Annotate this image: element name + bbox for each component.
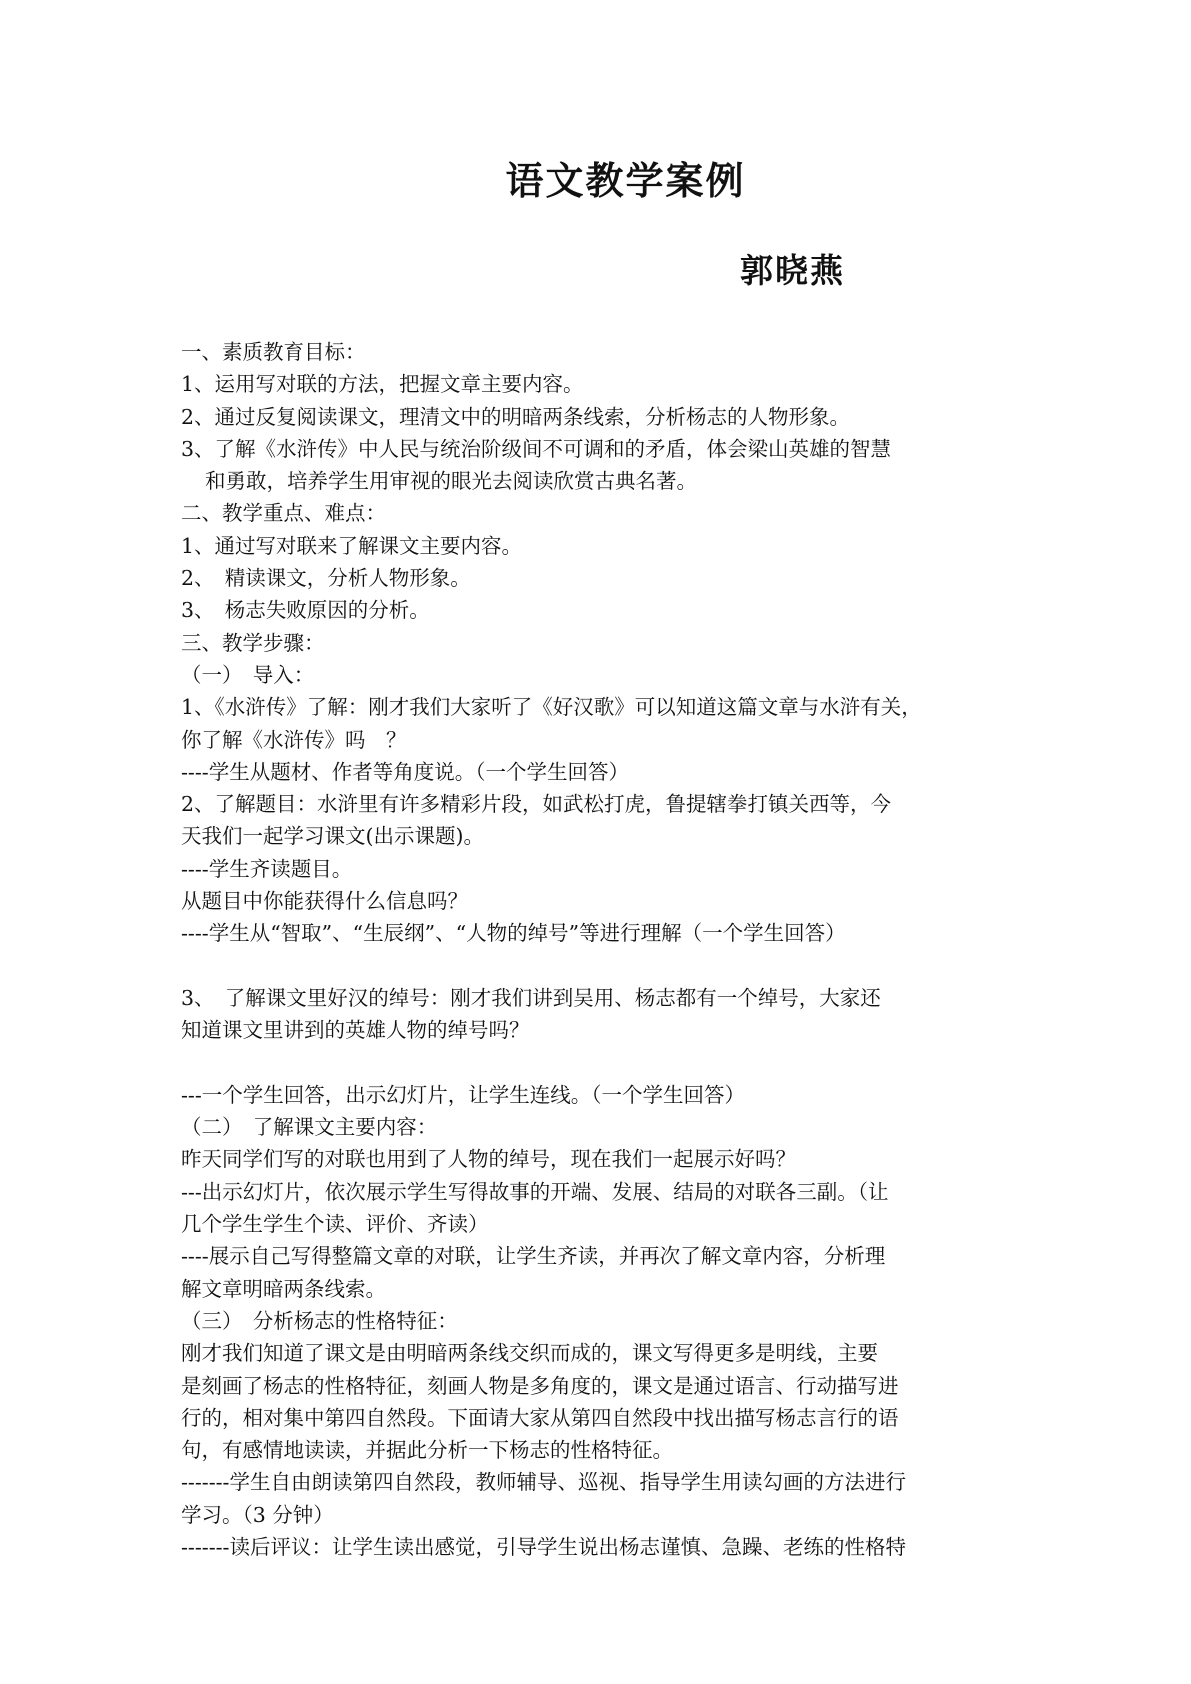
paragraph-line: ----学生从“智取”、“生辰纲”、“人物的绰号”等进行理解（一个学生回答） xyxy=(181,921,846,946)
paragraph-line: 昨天同学们写的对联也用到了人物的绰号，现在我们一起展示好吗？ xyxy=(181,1147,796,1172)
paragraph-line: 2、了解题目：水浒里有许多精彩片段，如武松打虎，鲁提辖拳打镇关西等，今 xyxy=(181,792,892,817)
paragraph-line: ----展示自己写得整篇文章的对联，让学生齐读，并再次了解文章内容，分析理 xyxy=(181,1244,886,1269)
paragraph-line: ---一个学生回答，出示幻灯片，让学生连线。（一个学生回答） xyxy=(181,1082,746,1107)
paragraph-line: 知道课文里讲到的英雄人物的绰号吗？ xyxy=(181,1018,530,1043)
paragraph-line: 3、 了解课文里好汉的绰号：刚才我们讲到吴用、杨志都有一个绰号，大家还 xyxy=(181,985,881,1010)
subsection-heading: （一） 导入： xyxy=(181,662,315,687)
subsection-heading: （二） 了解课文主要内容： xyxy=(181,1115,438,1140)
paragraph-line: 几个学生学生个读、评价、齐读） xyxy=(181,1212,489,1237)
blank-line xyxy=(181,1047,1021,1079)
paragraph-line: 和勇敢，培养学生用审视的眼光去阅读欣赏古典名著。 xyxy=(205,469,697,494)
paragraph-line: 学习。（3 分钟） xyxy=(181,1502,334,1527)
document-title: 语文教学案例 xyxy=(505,158,746,203)
paragraph-line: 1、运用写对联的方法，把握文章主要内容。 xyxy=(181,372,584,397)
paragraph-line: 解文章明暗两条线索。 xyxy=(181,1276,386,1301)
paragraph-line: 3、 杨志失败原因的分析。 xyxy=(181,598,430,623)
section-heading: 三、教学步骤： xyxy=(181,630,325,655)
author-name: 郭晓燕 xyxy=(740,251,845,290)
paragraph-line: -------学生自由朗读第四自然段，教师辅导、巡视、指导学生用读勾画的方法进行 xyxy=(181,1470,906,1495)
paragraph-line: 1、通过写对联来了解课文主要内容。 xyxy=(181,533,523,558)
section-heading: 二、教学重点、难点： xyxy=(181,501,386,526)
paragraph-line: 从题目中你能获得什么信息吗？ xyxy=(181,889,468,914)
paragraph-line: ---出示幻灯片，依次展示学生写得故事的开端、发展、结局的对联各三副。（让 xyxy=(181,1179,889,1204)
document-body xyxy=(181,336,1021,1563)
paragraph-line: ----学生齐读题目。 xyxy=(181,856,353,881)
paragraph-line: 2、通过反复阅读课文，理清文中的明暗两条线索，分析杨志的人物形象。 xyxy=(181,404,851,429)
section-heading: 一、素质教育目标： xyxy=(181,340,366,364)
paragraph-line: 1、《水浒传》了解：刚才我们大家听了《好汉歌》可以知道这篇文章与水浒有关， xyxy=(181,695,922,720)
paragraph-line: 刚才我们知道了课文是由明暗两条线交织而成的，课文写得更多是明线，主要 xyxy=(181,1341,878,1366)
paragraph-line: 你了解《水浒传》吗 ？ xyxy=(181,727,407,752)
paragraph-line: 行的，相对集中第四自然段。下面请大家从第四自然段中找出描写杨志言行的语 xyxy=(181,1405,899,1430)
paragraph-line: 天我们一起学习课文(出示课题)。 xyxy=(181,824,484,849)
paragraph-line: -------读后评议：让学生读出感觉，引导学生说出杨志谨慎、急躁、老练的性格特 xyxy=(181,1534,906,1559)
blank-line xyxy=(181,950,1021,982)
paragraph-line: 3、了解《水浒传》中人民与统治阶级间不可调和的矛盾，体会梁山英雄的智慧 xyxy=(181,436,892,461)
paragraph-line: 是刻画了杨志的性格特征，刻画人物是多角度的，课文是通过语言、行动描写进 xyxy=(181,1373,899,1398)
paragraph-line: 句，有感情地读读，并据此分析一下杨志的性格特征。 xyxy=(181,1438,673,1463)
subsection-heading: （三） 分析杨志的性格特征： xyxy=(181,1308,458,1333)
paragraph-line: ----学生从题材、作者等角度说。（一个学生回答） xyxy=(181,759,629,784)
paragraph-line: 2、 精读课文，分析人物形象。 xyxy=(181,566,471,591)
